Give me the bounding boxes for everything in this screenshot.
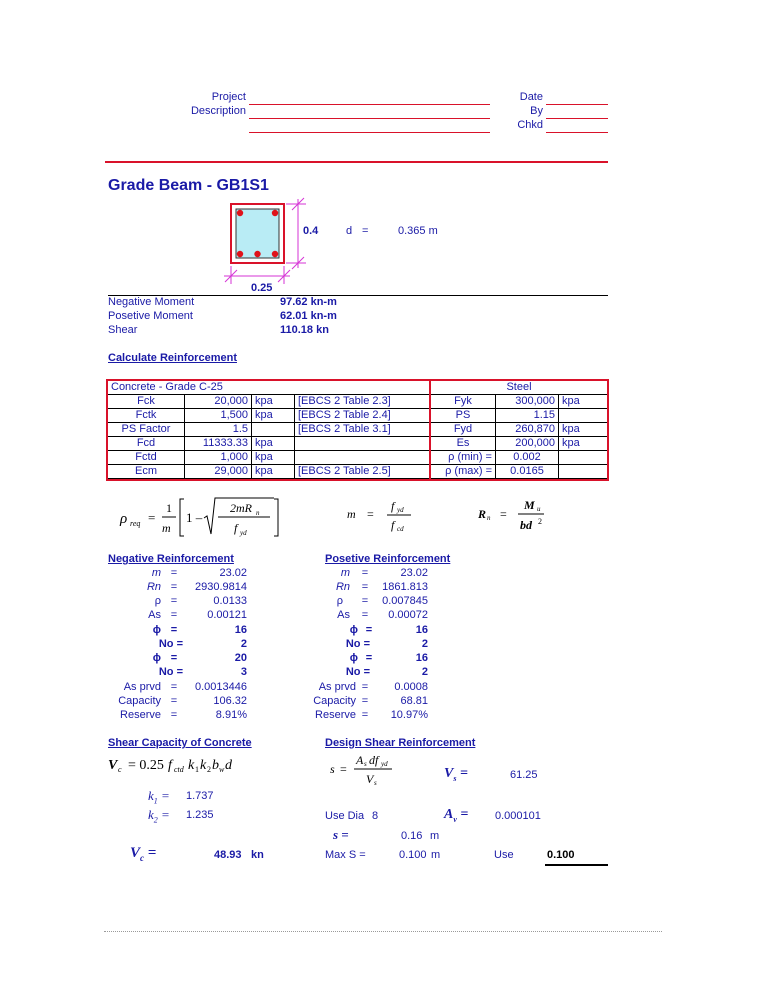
svg-text:R: R xyxy=(478,507,487,521)
project-line xyxy=(249,104,490,105)
concrete-name: PS Factor xyxy=(108,423,185,437)
pos-label: Rn xyxy=(335,581,350,593)
neg-value: 3 xyxy=(240,666,247,678)
steel-value: 1.15 xyxy=(496,409,559,423)
pos-eq: = xyxy=(361,681,369,693)
neg-value: 0.0133 xyxy=(213,595,247,607)
steel-value: 0.0165 xyxy=(496,465,559,479)
svg-text:f: f xyxy=(391,499,395,513)
vc-unit: kn xyxy=(251,849,264,861)
steel-name: PS xyxy=(431,409,496,423)
negative-moment-label: Negative Moment xyxy=(108,296,195,308)
section-width: 0.25 xyxy=(251,282,273,294)
concrete-name: Fcd xyxy=(108,437,185,451)
max-s-unit: m xyxy=(431,849,441,861)
s-symbol: s = xyxy=(333,827,349,842)
chkd-line xyxy=(546,132,608,133)
svg-text:req: req xyxy=(130,519,141,528)
svg-text:2mR: 2mR xyxy=(230,501,252,515)
svg-text:yd: yd xyxy=(240,529,247,537)
svg-text:1: 1 xyxy=(166,501,172,515)
neg-value: 23.02 xyxy=(219,567,247,579)
positive-moment-value: 62.01 kn-m xyxy=(280,310,337,322)
neg-eq: = xyxy=(170,709,178,721)
concrete-unit: kpa xyxy=(252,409,295,423)
svg-text:b: b xyxy=(212,758,219,773)
pos-label: ρ xyxy=(336,595,343,607)
svg-text:u: u xyxy=(537,505,541,513)
pos-eq: = xyxy=(361,609,369,621)
pos-eq: = xyxy=(365,624,373,636)
concrete-value: 1,500 xyxy=(185,409,252,423)
pos-label: Capacity xyxy=(313,695,356,707)
pos-eq: = xyxy=(365,652,373,664)
neg-value: 0.0013446 xyxy=(195,681,247,693)
av-symbol: $A_v$ = xyxy=(444,807,469,824)
pos-value: 10.97% xyxy=(390,709,428,721)
svg-text:=: = xyxy=(367,507,374,521)
chkd-label: Chkd xyxy=(517,119,543,131)
date-line xyxy=(546,104,608,105)
by-label: By xyxy=(530,105,543,117)
svg-text:k: k xyxy=(200,758,207,773)
by-line xyxy=(546,118,608,119)
use-dia-label: Use Dia xyxy=(325,810,365,822)
neg-label: ϕ xyxy=(152,624,161,636)
neg-label: Reserve xyxy=(120,709,161,721)
concrete-title: Concrete - Grade C-25 xyxy=(108,381,430,395)
k1-value: 1.737 xyxy=(186,790,214,802)
svg-text:w: w xyxy=(219,765,225,774)
neg-eq: = xyxy=(170,595,178,607)
steel-unit: kpa xyxy=(559,423,608,437)
rn-formula xyxy=(476,494,566,536)
pos-label: As xyxy=(337,609,350,621)
svg-text:s: s xyxy=(374,779,377,787)
concrete-value: 29,000 xyxy=(185,465,252,479)
concrete-value: 1.5 xyxy=(185,423,252,437)
neg-value: 20 xyxy=(234,652,247,664)
page-separator xyxy=(104,931,662,932)
d-value: 0.365 m xyxy=(398,225,438,237)
concrete-unit: kpa xyxy=(252,395,295,409)
svg-text:ρ: ρ xyxy=(120,511,128,527)
svg-text:f: f xyxy=(234,521,238,535)
pos-value: 68.81 xyxy=(400,695,428,707)
negative-heading: Negative Reinforcement xyxy=(108,553,234,565)
steel-name: Fyk xyxy=(431,395,496,409)
pos-value: 0.0008 xyxy=(394,681,428,693)
neg-value: 16 xyxy=(234,624,247,636)
neg-eq: = xyxy=(170,695,178,707)
neg-label: Capacity xyxy=(118,695,161,707)
svg-text:c: c xyxy=(118,765,122,774)
pos-label: Reserve xyxy=(315,709,356,721)
use-underline xyxy=(545,864,608,866)
vc-symbol: $V_c$ = xyxy=(130,845,157,863)
svg-text:1: 1 xyxy=(195,765,199,774)
concrete-table-outline xyxy=(106,379,431,481)
svg-text:=: = xyxy=(340,762,347,776)
k2-value: 1.235 xyxy=(186,809,214,821)
neg-value: 2 xyxy=(240,638,247,650)
pos-eq: = xyxy=(361,709,369,721)
steel-value: 0.002 xyxy=(496,451,559,465)
pos-value: 0.00072 xyxy=(388,609,428,621)
concrete-ref: [EBCS 2 Table 2.3] xyxy=(295,395,430,409)
pos-value: 1861.813 xyxy=(382,581,428,593)
neg-label: As prvd xyxy=(123,681,161,693)
neg-value: 106.32 xyxy=(213,695,247,707)
date-label: Date xyxy=(519,91,543,103)
svg-text:yd: yd xyxy=(397,506,404,514)
svg-text:s: s xyxy=(364,760,367,768)
concrete-value: 1,000 xyxy=(185,451,252,465)
pos-eq: = xyxy=(361,581,369,593)
svg-text:yd: yd xyxy=(381,760,388,768)
vc-value: 48.93 xyxy=(214,849,242,861)
s-value: 0.16 xyxy=(401,830,423,842)
positive-moment-label: Posetive Moment xyxy=(108,310,193,322)
concrete-unit: kpa xyxy=(252,437,295,451)
svg-text:=: = xyxy=(500,507,507,521)
neg-eq: = xyxy=(170,567,178,579)
pos-label: ϕ xyxy=(349,624,358,636)
concrete-value: 20,000 xyxy=(185,395,252,409)
description-line-2 xyxy=(249,132,490,133)
pos-label: As prvd xyxy=(318,681,356,693)
concrete-ref: [EBCS 2 Table 3.1] xyxy=(295,423,430,437)
steel-name: Fyd xyxy=(431,423,496,437)
d-equals: = xyxy=(362,225,369,237)
m-formula xyxy=(345,496,425,536)
use-dia-value: 8 xyxy=(372,810,379,822)
pos-label: No = xyxy=(345,638,370,650)
positive-heading: Posetive Reinforcement xyxy=(325,553,451,565)
svg-text:V: V xyxy=(366,772,374,786)
header-divider xyxy=(105,161,608,163)
svg-text:f: f xyxy=(168,758,172,773)
vs-symbol: $V_s$ = xyxy=(444,766,468,783)
svg-text:n: n xyxy=(256,509,260,517)
description-line xyxy=(249,118,490,119)
neg-label: m xyxy=(151,567,161,579)
neg-label: No = xyxy=(158,638,183,650)
svg-text:M: M xyxy=(524,498,535,512)
shear-capacity-heading: Shear Capacity of Concrete xyxy=(108,737,252,749)
neg-eq: = xyxy=(170,681,178,693)
neg-value: 0.00121 xyxy=(207,609,247,621)
steel-unit: kpa xyxy=(559,395,608,409)
svg-text:A: A xyxy=(356,753,364,767)
project-label: Project xyxy=(211,91,246,103)
section-height: 0.4 xyxy=(303,225,319,237)
description-label: Description xyxy=(190,105,246,117)
steel-name: ρ (min) = xyxy=(431,451,496,465)
k1-symbol: $k_1$ = xyxy=(148,788,170,806)
shear-value: 110.18 kn xyxy=(280,324,329,336)
design-shear-heading: Design Shear Reinforcement xyxy=(325,737,476,749)
svg-text:2: 2 xyxy=(538,517,542,526)
concrete-value: 11333.33 xyxy=(185,437,252,451)
concrete-unit: kpa xyxy=(252,451,295,465)
concrete-name: Fctk xyxy=(108,409,185,423)
steel-name: ρ (max) = xyxy=(431,465,496,479)
pos-label: No = xyxy=(345,666,370,678)
pos-label: ϕ xyxy=(349,652,358,664)
k2-symbol: $k_2$ = xyxy=(148,807,170,825)
s-formula xyxy=(328,752,398,788)
neg-eq: = xyxy=(170,624,178,636)
use-label: Use xyxy=(494,849,514,861)
svg-text:V: V xyxy=(108,758,118,773)
neg-eq: = xyxy=(170,581,178,593)
svg-text:m: m xyxy=(347,507,356,521)
neg-eq: = xyxy=(170,609,178,621)
concrete-unit: kpa xyxy=(252,465,295,479)
use-value: 0.100 xyxy=(547,849,575,861)
neg-label: As xyxy=(148,609,161,621)
shear-label: Shear xyxy=(108,324,138,336)
concrete-name: Fck xyxy=(108,395,185,409)
svg-text:f: f xyxy=(391,518,395,532)
svg-text:1 –: 1 – xyxy=(186,510,203,525)
max-s-value: 0.100 xyxy=(399,849,427,861)
pos-eq: = xyxy=(361,695,369,707)
svg-text:k: k xyxy=(188,758,195,773)
neg-value: 2930.9814 xyxy=(195,581,247,593)
neg-label: ϕ xyxy=(152,652,161,664)
pos-value: 2 xyxy=(421,638,428,650)
pos-eq: = xyxy=(361,567,369,579)
vc-formula xyxy=(108,754,238,776)
steel-value: 200,000 xyxy=(496,437,559,451)
svg-text:m: m xyxy=(162,521,171,535)
svg-text:s: s xyxy=(330,762,335,776)
pos-eq: = xyxy=(361,595,369,607)
steel-name: Es xyxy=(431,437,496,451)
neg-label: Rn xyxy=(146,581,161,593)
concrete-ref: [EBCS 2 Table 2.5] xyxy=(295,465,430,479)
svg-text:df: df xyxy=(369,753,379,767)
calc-heading: Calculate Reinforcement xyxy=(108,352,237,364)
svg-text:ctd: ctd xyxy=(174,765,184,774)
av-value: 0.000101 xyxy=(495,810,541,822)
pos-value: 16 xyxy=(415,652,428,664)
pos-value: 23.02 xyxy=(400,567,428,579)
rho-req-formula xyxy=(118,494,288,540)
svg-text:n: n xyxy=(487,514,491,522)
max-s-label: Max S = xyxy=(325,849,366,861)
vs-value: 61.25 xyxy=(510,769,538,781)
svg-text:2: 2 xyxy=(207,765,211,774)
steel-value: 260,870 xyxy=(496,423,559,437)
neg-label: No = xyxy=(158,666,183,678)
steel-title: Steel xyxy=(431,381,608,395)
concrete-name: Ecm xyxy=(108,465,185,479)
d-label: d xyxy=(346,225,353,237)
steel-value: 300,000 xyxy=(496,395,559,409)
neg-label: ρ xyxy=(154,595,161,607)
concrete-name: Fctd xyxy=(108,451,185,465)
beam-section-drawing xyxy=(222,196,312,290)
pos-value: 2 xyxy=(421,666,428,678)
svg-text:= 0.25: = 0.25 xyxy=(128,758,164,773)
svg-text:cd: cd xyxy=(397,525,404,533)
negative-moment-value: 97.62 kn-m xyxy=(280,296,337,308)
svg-text:=: = xyxy=(148,510,156,525)
concrete-ref: [EBCS 2 Table 2.4] xyxy=(295,409,430,423)
s-unit: m xyxy=(430,830,440,842)
svg-text:d: d xyxy=(225,758,232,773)
page-title: Grade Beam - GB1S1 xyxy=(108,177,269,194)
steel-unit: kpa xyxy=(559,437,608,451)
pos-value: 16 xyxy=(415,624,428,636)
pos-label: m xyxy=(340,567,350,579)
svg-text:bd: bd xyxy=(520,518,532,532)
neg-value: 8.91% xyxy=(215,709,247,721)
steel-table-outline xyxy=(429,379,609,481)
neg-eq: = xyxy=(170,652,178,664)
pos-value: 0.007845 xyxy=(382,595,428,607)
